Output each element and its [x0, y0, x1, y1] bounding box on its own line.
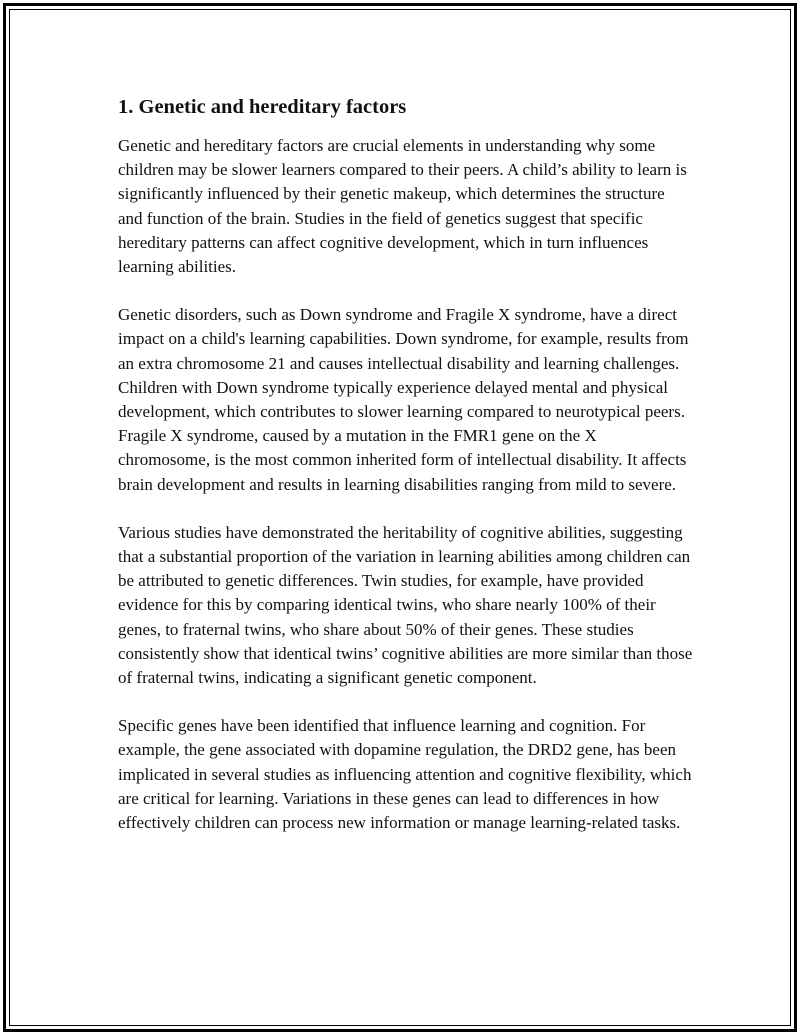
document-body: [118, 94, 693, 859]
paragraph-3: Various studies have demonstrated the heritability of cognitive abilities, suggesting that a substantial proportion of the variation in learning abilities among children can be attributed to genetic differences. Twin studies, for example, have provided evidence for this by comparing identical twins, who share nearly 100% of their genes, to fraternal twins, who share about 50% of their genes. These studies consistently show that identical twins’ cognitive abilities are more similar than those of fraternal twins, indicating a significant genetic component.: [118, 522, 693, 688]
paragraph-2: Genetic disorders, such as Down syndrome and Fragile X syndrome, have a direct impact on a child's learning capabilities. Down syndrome, for example, results from an extra chromosome 21 and causes intellectual disability and learning challenges. Children with Down syndrome typically experience delayed mental and physical development, which contributes to slower learning compared to neurotypical peers. Fragile X syndrome, caused by a mutation in the FMR1 gene on the X chromosome, is the most common inherited form of intellectual disability. It affects brain development and results in learning disabilities ranging from mild to severe.: [118, 305, 689, 494]
paragraph-1: Genetic and hereditary factors are crucial elements in understanding why some children may be slower learners compared to their peers. A child’s ability to learn is significantly influenced by their genetic makeup, which determines the structure and function of the brain. Studies in the field of genetics suggest that specific hereditary patterns can affect cognitive development, which in turn influences learning abilities.: [118, 136, 687, 277]
paragraph-4: Specific genes have been identified that influence learning and cognition. For example, the gene associated with dopamine regulation, the DRD2 gene, has been implicated in several studies as influencing attention and cognitive flexibility, which are critical for learning. Variations in these genes can lead to differences in how effectively children can process new information or manage learning-related tasks.: [118, 716, 692, 833]
section-heading: 1. Genetic and hereditary factors: [118, 96, 407, 118]
